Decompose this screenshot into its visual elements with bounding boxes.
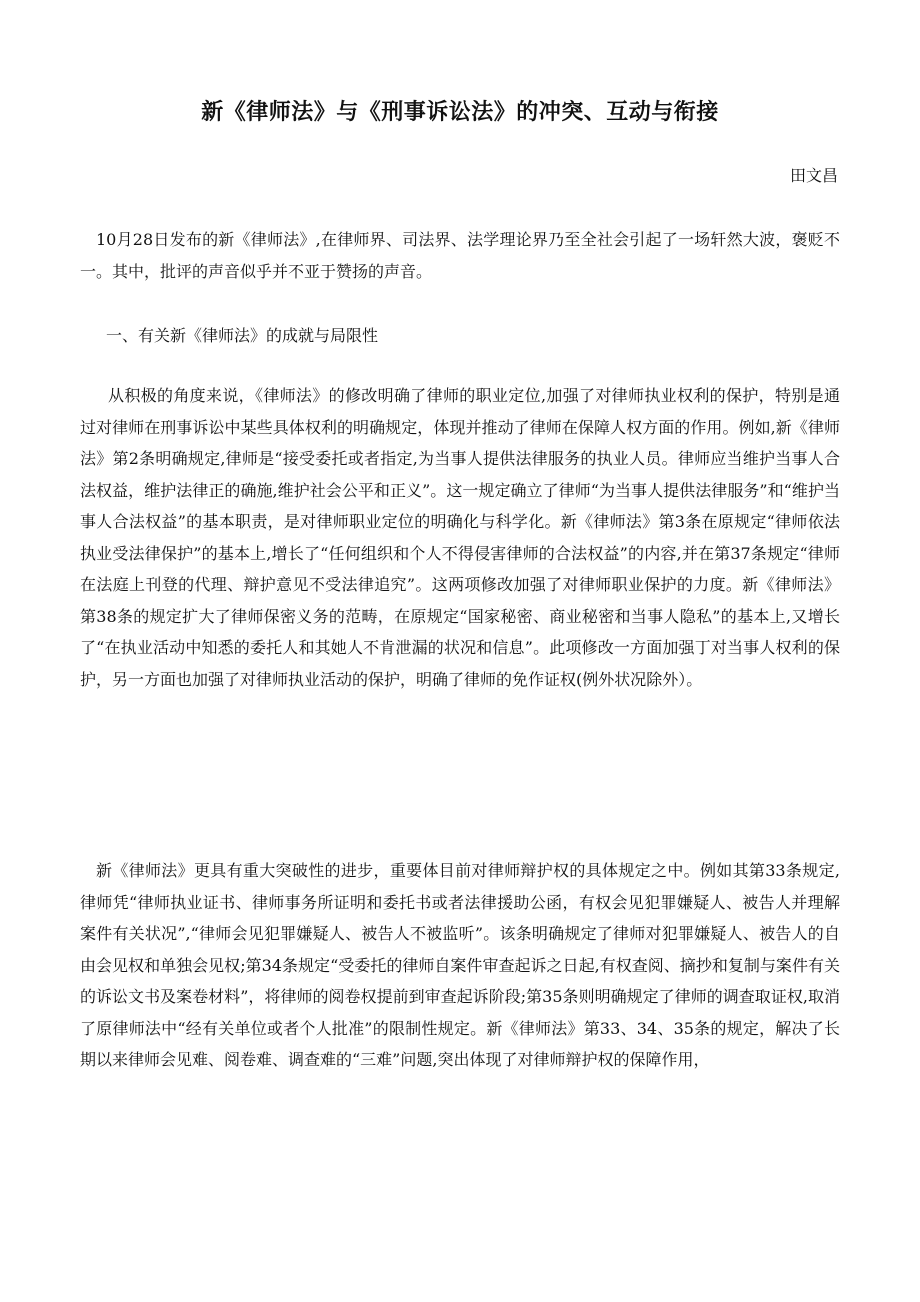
paragraph-intro: 10月28日发布的新《律师法》,在律师界、司法界、法学理论界乃至全社会引起了一场轩然大波，褒贬不一。其中，批评的声音似乎并不亚于赞扬的声音。 — [80, 230, 840, 281]
paragraph-defense-rights: 新《律师法》更具有重大突破性的进步，重要体目前对律师辩护权的具体规定之中。例如其第33条规定,律师凭“律师执业证书、律师事务所证明和委托书或者法律援助公函，有权会见犯罪嫌疑人、被告人并理解案件有关状况”,“律师会见犯罪嫌疑人、被告人不被监听”。该条明确规定了律师对犯罪嫌疑人、被告人的自由会见权和单独会见权;第34条规定“受委托的律师自案件审查起诉之日起,有权查阅、摘抄和复制与案件有关的诉讼文书及案卷材料”，将律师的阅卷权提前到审查起诉阶段;第35条则明确规定了律师的调查取证权,取消了原律师法中“经有关单位或者个人批准”的限制性规定。新《律师法》第33、34、35条的规定，解决了长期以来律师会见难、阅卷难、调查难的“三难”问题,突出体现了对律师辩护权的保障作用， — [80, 861, 840, 1069]
document-author: 田文昌 — [789, 166, 838, 185]
section-heading: 一、有关新《律师法》的成就与局限性 — [106, 326, 379, 345]
paragraph-achievements: 从积极的角度来说，《律师法》的修改明确了律师的职业定位,加强了对律师执业权利的保护，特别是通过对律师在刑事诉讼中某些具体权利的明确规定，体现并推动了律师在保障人权方面的作用。例如,新《律师法》第2条明确规定,律师是“接受委托或者指定,为当事人提供法律服务的执业人员。律师应当维护当事人合法权益，维护法律正的确施,维护社会公平和正义”。这一规定确立了律师“为当事人提供法律服务”和“维护当事人合法权益”的基本职责，是对律师职业定位的明确化与科学化。新《律师法》第3条在原规定“律师依法执业受法律保护”的基本上,增长了“任何组织和个人不得侵害律师的合法权益”的内容,并在第37条规定“律师在法庭上刊登的代理、辩护意见不受法律追究”。这两项修改加强了对律师职业保护的力度。新《律师法》第38条的规定扩大了律师保密义务的范畴，在原规定“国家秘密、商业秘密和当事人隐私”的基本上,又增长了“在执业活动中知悉的委托人和其她人不肯泄漏的状况和信息”。此项修改一方面加强丁对当事人权利的保护，另一方面也加强了对律师执业活动的保护，明确了律师的免作证权(例外状况除外）。 — [80, 386, 840, 689]
document-title: 新《律师法》与《刑事诉讼法》的冲突、互动与衔接 — [201, 99, 719, 125]
